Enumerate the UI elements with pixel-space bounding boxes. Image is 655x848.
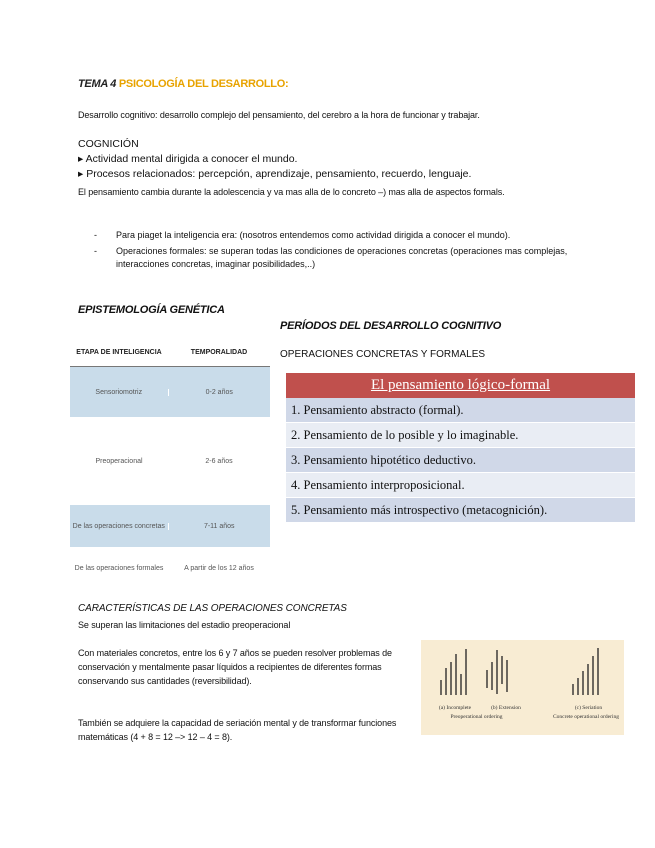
table-row: 3. Pensamiento hipotético deductivo. <box>286 448 635 473</box>
formal-thinking-table <box>286 373 635 523</box>
table-row <box>70 367 270 418</box>
stages-table <box>70 338 270 589</box>
list-item: - Operaciones formales: se superan todas las condiciones de operaciones concretas (operaciones mas complejas, interacciones concretas, imaginar posibilidades,..) <box>94 245 584 271</box>
seriation-label: (c) Seriation <box>574 705 603 711</box>
title-main: PSICOLOGÍA DEL DESARROLLO: <box>118 78 289 90</box>
cognicion-item: ▸ Actividad mental dirigida a conocer el mundo. <box>78 153 298 165</box>
seriation-caption: Concrete operational ordering <box>553 714 619 720</box>
stages-header-row <box>70 338 270 367</box>
bullet-list <box>94 229 584 274</box>
intro-text: Desarrollo cognitivo: desarrollo complejo del pensamiento, del cerebro a la hora de funcionar y trabajar. <box>78 110 480 120</box>
formal-table-header: El pensamiento lógico-formal <box>286 373 635 398</box>
table-row: 4. Pensamiento interproposicional. <box>286 473 635 498</box>
seriation-caption: Preoperational ordering <box>450 714 503 720</box>
table-row: 5. Pensamiento más introspectivo (metacognición). <box>286 498 635 523</box>
periodos-heading: PERÍODOS DEL DESARROLLO COGNITIVO <box>280 320 502 332</box>
epistemologia-heading: EPISTEMOLOGÍA GENÉTICA <box>78 304 225 316</box>
cognicion-item: ▸ Procesos relacionados: percepción, aprendizaje, pensamiento, recuerdo, lenguaje. <box>78 168 472 180</box>
seriation-figure <box>421 640 624 735</box>
caracteristicas-subheading: Se superan las limitaciones del estadio preoperacional <box>78 620 291 630</box>
stage-cell: De las operaciones concretas <box>70 523 169 530</box>
seriation-sticks-illustration <box>421 640 624 735</box>
list-item: - Para piaget la inteligencia era: (nosotros entendemos como actividad dirigida a conocer el mundo). <box>94 229 584 242</box>
table-row <box>70 418 270 505</box>
time-cell: A partir de los 12 años <box>184 564 254 572</box>
stage-cell: De las operaciones formales <box>74 564 164 572</box>
caracteristicas-paragraph: También se adquiere la capacidad de seriación mental y de transformar funciones matemáticas (4 + 8 = 12 –> 12 – 4 = 8). <box>78 718 397 742</box>
periodos-subheading: OPERACIONES CONCRETAS Y FORMALES <box>280 349 486 360</box>
seriation-label: (a) Incomplete <box>438 705 472 711</box>
caracteristicas-heading: CARACTERÍSTICAS DE LAS OPERACIONES CONCRETAS <box>78 603 347 614</box>
table-row: 1. Pensamiento abstracto (formal). <box>286 398 635 423</box>
stages-header-time: TEMPORALIDAD <box>190 348 248 356</box>
time-cell: 0-2 años <box>205 388 233 396</box>
cognicion-paragraph: El pensamiento cambia durante la adolescencia y va mas alla de lo concreto –) mas alla de aspectos formals. <box>78 187 505 197</box>
time-cell: 7-11 años <box>203 522 235 530</box>
title-prefix: TEMA 4 <box>78 78 119 90</box>
table-row <box>70 505 270 548</box>
stage-cell: Sensoriomotriz <box>70 389 169 396</box>
time-cell: 2-6 años <box>205 457 233 465</box>
stage-cell: Preoperacional <box>95 457 143 465</box>
stages-header-stage: ETAPA DE INTELIGENCIA <box>76 348 162 356</box>
seriation-label: (b) Extension <box>491 705 521 711</box>
cognicion-heading: COGNICIÓN <box>78 138 139 150</box>
table-row: 2. Pensamiento de lo posible y lo imaginable. <box>286 423 635 448</box>
caracteristicas-paragraph: Con materiales concretos, entre los 6 y 7 años se pueden resolver problemas de conservación y mentalmente pasar líquidos a recipientes de diferentes formas conservando sus cantidades (reversibilidad). <box>78 648 392 686</box>
page-title <box>78 78 288 90</box>
table-row <box>70 548 270 589</box>
cognicion-section <box>78 137 558 182</box>
